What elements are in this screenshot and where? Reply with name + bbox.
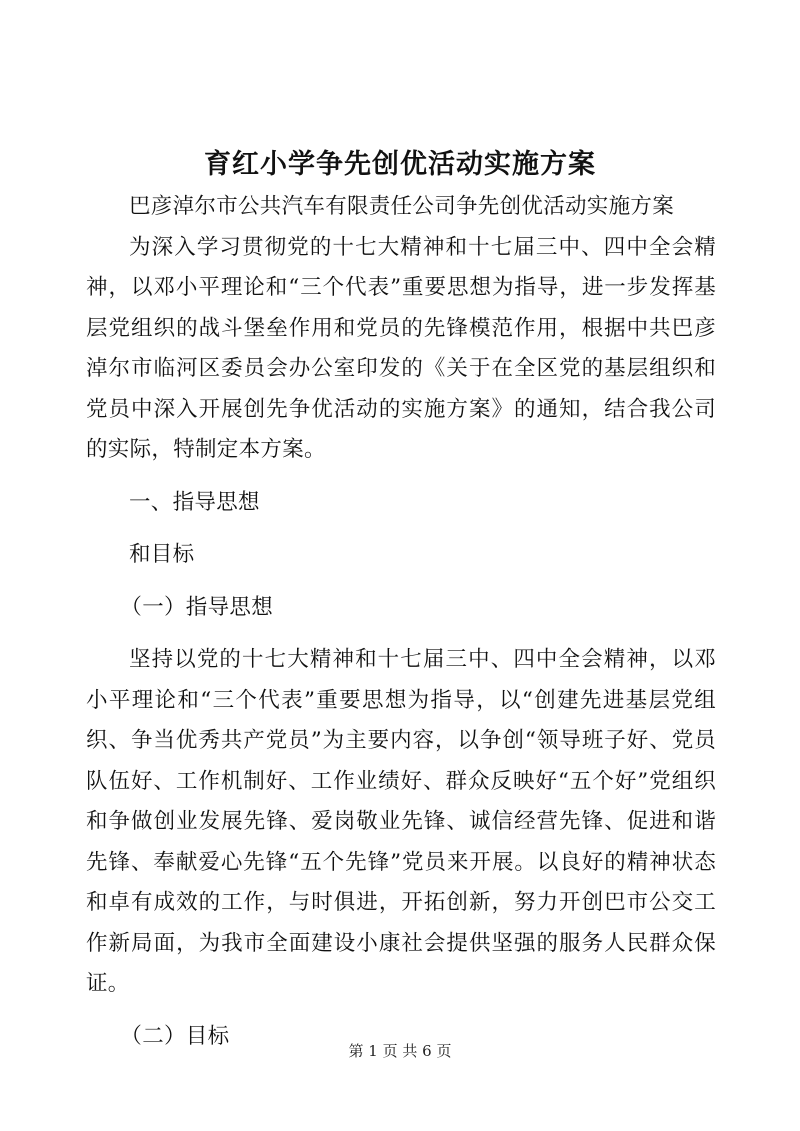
paragraph-gap	[86, 523, 716, 535]
section-heading-guiding-thought: 一、指导思想	[129, 489, 260, 515]
intro-paragraph: 为深入学习贯彻党的十七大精神和十七届三中、四中全会精神，以邓小平理论和“三个代表”重要思想为指导，进一步发挥基层党组织的战斗堡垒作用和党员的先锋模范作用，根据中共巴彦淖尔市临河区委员会办公室印发的《关于在全区党的基层组织和党员中深入开展创先争优活动的实施方案》的通知，结合我公司的实际，特制定本方案。	[86, 234, 716, 462]
subsection-heading-guiding-thought: （一）指导思想	[120, 594, 273, 620]
document-body	[86, 187, 716, 1057]
subtitle-paragraph: 巴彦淖尔市公共汽车有限责任公司争先创优活动实施方案	[129, 194, 675, 219]
section-heading-continuation: 和目标	[129, 542, 195, 567]
paragraph-gap	[86, 628, 716, 640]
paragraph-gap	[86, 576, 716, 588]
subsection-heading-goals: （二）目标	[120, 1023, 230, 1049]
document-title: 育红小学争先创优活动实施方案	[204, 149, 596, 180]
paragraph-gap	[86, 1005, 716, 1017]
page-footer: 第 1 页 共 6 页	[348, 1042, 452, 1060]
paragraph-gap	[86, 471, 716, 483]
guiding-thought-paragraph: 坚持以党的十七大精神和十七届三中、四中全会精神，以邓小平理论和“三个代表”重要思想为指导，以“创建先进基层党组织、争当优秀共产党员”为主要内容，以争创“领导班子好、党员队伍好、工作机制好、工作业绩好、群众反映好“五个好”党组织和争做创业发展先锋、爱岗敬业先锋、诚信经营先锋、促进和谐先锋、奉献爱心先锋“五个先锋”党员来开展。以良好的精神状态和卓有成效的工作，与时俱进，开拓创新，努力开创巴市公交工作新局面，为我市全面建设小康社会提供坚强的服务人民群众保证。	[86, 647, 716, 996]
